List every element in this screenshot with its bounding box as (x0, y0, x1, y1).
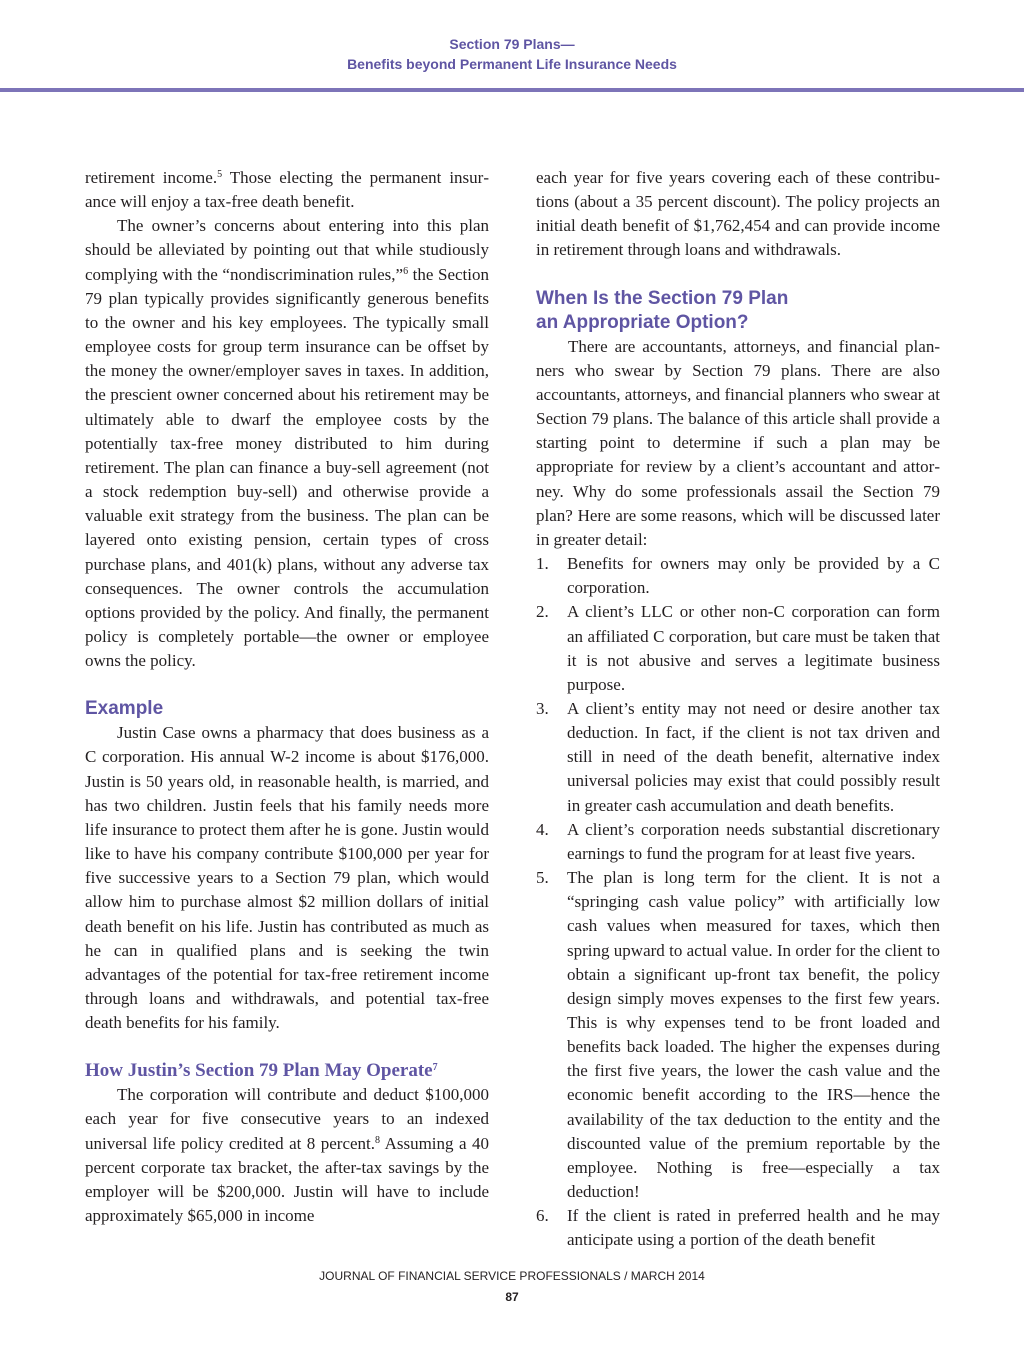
header-rule (0, 88, 1024, 92)
paragraph (85, 166, 489, 214)
text-run: Those electing the permanent insurance will enjoy a tax-free death benefit. (85, 168, 489, 212)
running-header-line-1: Section 79 Plans— (449, 36, 575, 52)
list-item-text: If the client is rated in preferred health and he may anticipate using a portion of the death benefit (567, 1206, 940, 1250)
text-run: The owner’s concerns about entering into this plan should be alleviated by pointing out that while studiously complying with the “nondiscrimination rules,” (85, 216, 489, 284)
list-item (536, 866, 940, 1204)
text-run: retirement income. (85, 168, 218, 187)
list-item (536, 600, 940, 697)
list-item-text: A client’s entity may not need or desire another tax deduction. In fact, if the client is not tax driven and still in need of the death benefit, alternative index universal policies may exist that could possibly result in greater cash accumulation and death benefits. (567, 698, 940, 815)
footnote-marker: 7 (432, 1062, 438, 1074)
running-header-line-2: Benefits beyond Permanent Life Insurance Needs (347, 56, 677, 72)
section-heading-appropriate (536, 287, 940, 335)
list-item (536, 697, 940, 818)
footnote-marker: 8 (375, 1134, 381, 1146)
section-heading-operate (85, 1059, 489, 1083)
reasons-list (536, 552, 940, 1253)
text-run: The corporation will contribute and deduct $100,000 each year for five consecutive years to an indexed universal life policy credited at 8 percent. (85, 1085, 489, 1153)
list-item (536, 818, 940, 866)
text-run: Assuming a 40 percent corporate tax bracket, the after-tax savings by the employer will be $200,000. Justin will have to include approximately $65,000 in income (85, 1133, 490, 1226)
list-number: 4. (536, 819, 549, 839)
left-column (85, 166, 489, 1228)
list-number: 6. (536, 1206, 549, 1226)
right-column (536, 166, 940, 1253)
list-item (536, 552, 940, 600)
section-heading-example: Example (85, 698, 164, 720)
list-number: 5. (536, 868, 549, 888)
paragraph: each year for five years covering each of these contributions (about a 35 percent discount). The policy projects an initial death benefit of $1,762,454 and can provide income in retirement through loans and withdrawals. (536, 168, 940, 260)
footnote-marker: 5 (217, 169, 223, 180)
list-number: 1. (536, 554, 549, 574)
footnote-marker: 6 (403, 265, 409, 277)
list-item (536, 1204, 940, 1252)
text-run: the Section 79 plan typically provides significantly generous benefits to the owner and his key employees. The typically small employee costs for group term insurance can be offset by the money the owner/employer saves in taxes. In addition, the prescient owner concerned about his retirement may be ultimately able to dwarf the employee costs by the potentially tax-free money distributed to him during retirement. The plan can finance a buy-sell agreement (not a stock redemption buy-sell) and otherwise provide a valuable exit strategy from the business. The plan can be layered onto existing pension, certain types of cross purchase plans, and 401(k) plans, without any adverse tax consequences. The owner controls the accumulation options provided by the policy. And finally, the permanent policy is completely portable—the owner or employee owns the policy. (85, 264, 489, 671)
list-item-text: Benefits for owners may only be provided by a C corporation. (567, 554, 940, 598)
running-header (0, 34, 1024, 74)
list-item-text: A client’s corporation needs substantial discretionary earnings to fund the program for at least five years. (567, 819, 940, 863)
paragraph: Justin Case owns a pharmacy that does business as a C corporation. His annual W-2 income is about $176,000. Justin is 50 years old, in reasonable health, is married, and has two children. Justin feels that his family needs more life insurance to protect them after he is gone. Justin would like to have his company contribute $100,000 per year for five successive years to a Section 79 plan, which would allow him to purchase almost $2 million dollars of initial death benefit on his life. Justin has contributed as much as he can in qualified plans and is seeking the twin advantages of the potential for tax-free retirement income through loans and withdrawals, and potential tax-free death benefits for his family. (85, 723, 489, 1033)
heading-line-2: an Appropriate Option? (536, 311, 749, 333)
paragraph (85, 214, 489, 673)
page-number: 87 (505, 1290, 519, 1304)
paragraph (85, 1083, 489, 1228)
list-item-text: A client’s LLC or other non-C corporation can form an affiliated C corporation, but care must be taken that it is not abusive and serves a legitimate business purpose. (567, 602, 940, 694)
heading-line-1: When Is the Section 79 Plan (536, 287, 789, 309)
list-number: 2. (536, 602, 549, 622)
journal-footer: JOURNAL OF FINANCIAL SERVICE PROFESSIONALS / MARCH 2014 (319, 1269, 705, 1283)
heading-text: How Justin’s Section 79 Plan May Operate (85, 1060, 433, 1082)
list-number: 3. (536, 698, 549, 718)
list-item-text: The plan is long term for the client. It is not a “springing cash value policy” with artificially low cash values when measured for taxes, which then spring upward to actual value. In order for the client to obtain a significant up-front tax benefit, the policy design simply moves expenses to the first few years. This is why expenses tend to be front loaded and benefits back loaded. The higher the expenses during the first five years, the lower the cash value and the economic benefit according to the IRS—hence the availability of the tax deduction to the entity and the discounted value of the premium reportable by the employee. Nothing is free—especially a tax deduction! (567, 868, 940, 1202)
paragraph: There are accountants, attorneys, and financial planners who swear by Section 79 plans. There are also accountants, attorneys, and financial planners who swear at Section 79 plans. The balance of this article shall provide a starting point to determine if such a plan may be appropriate for review by a client’s accountant and attorney. Why do some professionals assail the Section 79 plan? Here are some reasons, which will be discussed later in greater detail: (536, 336, 940, 549)
